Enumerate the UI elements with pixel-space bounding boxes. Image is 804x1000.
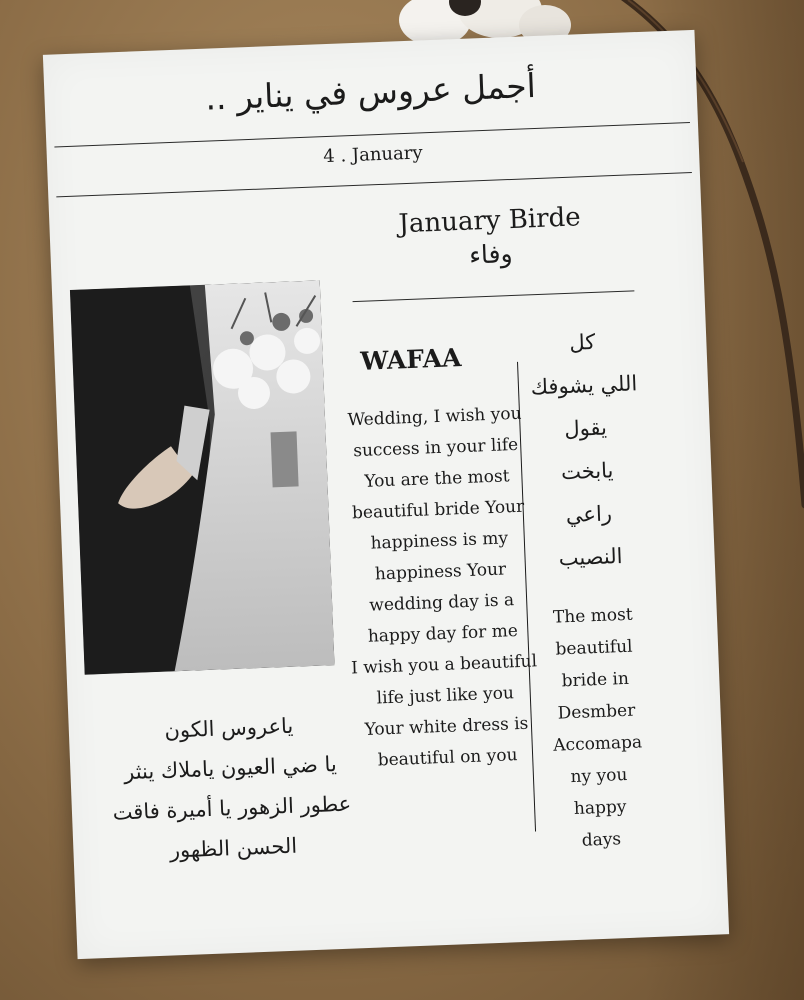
poem-line: عطور الزهور يا أميرة فاقت bbox=[112, 791, 352, 825]
arabic-line: اللي يشوفك bbox=[530, 371, 638, 400]
english-line: happy bbox=[573, 797, 627, 820]
english-line: days bbox=[581, 829, 622, 851]
english-line: Desmber bbox=[557, 700, 636, 724]
message-line: success in your life bbox=[352, 434, 519, 462]
message-line: wedding day is a bbox=[368, 590, 515, 616]
message-line: happiness is my bbox=[370, 528, 509, 554]
message-line: Your white dress is bbox=[364, 713, 529, 740]
message-line: happiness Your bbox=[374, 559, 507, 585]
arabic-line: يابخت bbox=[560, 458, 614, 485]
message-line: beautiful bride Your bbox=[351, 496, 525, 524]
english-line: beautiful bbox=[555, 636, 633, 660]
message-line: You are the most bbox=[364, 466, 510, 492]
divider-rule bbox=[353, 290, 635, 302]
message-line: beautiful on you bbox=[377, 745, 518, 771]
arabic-poem bbox=[88, 703, 374, 874]
newspaper-card bbox=[43, 30, 729, 959]
arabic-line: راعي bbox=[565, 501, 613, 528]
arabic-line: النصيب bbox=[558, 543, 623, 571]
arabic-line: يقول bbox=[563, 415, 608, 442]
english-column bbox=[542, 598, 652, 858]
dateline: 4 . January bbox=[322, 142, 423, 168]
message-line: life just like you bbox=[376, 683, 515, 709]
title-english: January Birde bbox=[397, 202, 582, 240]
english-line: The most bbox=[552, 604, 634, 628]
message-line: happy day for me bbox=[367, 621, 519, 647]
poem-line: الحسن الظهور bbox=[169, 833, 298, 863]
arabic-line: كل bbox=[568, 329, 596, 355]
english-line: Accomapa bbox=[552, 732, 643, 756]
english-line: ny you bbox=[570, 764, 628, 788]
arabic-column bbox=[517, 319, 657, 582]
poem-line: ياعروس الكون bbox=[163, 713, 294, 743]
message-line: Wedding, I wish you bbox=[347, 403, 522, 431]
poem-line: يا ضي العيون ياملاك ينثر bbox=[123, 752, 338, 785]
wedding-photo bbox=[70, 280, 335, 674]
title-arabic: وفاء bbox=[468, 238, 514, 270]
message-line: I wish you a beautiful bbox=[350, 651, 538, 679]
divider-rule bbox=[56, 172, 692, 197]
english-line: bride in bbox=[561, 668, 630, 692]
headline: أجمل عروس في يناير .. bbox=[204, 65, 537, 118]
bride-name: WAFAA bbox=[359, 343, 462, 376]
